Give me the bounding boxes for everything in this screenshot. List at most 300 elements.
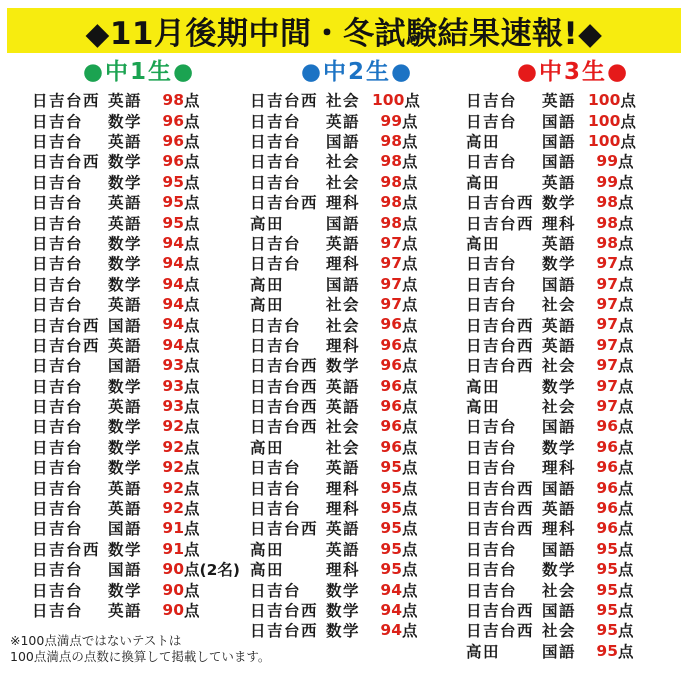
- school-name: 日吉台西: [466, 500, 535, 519]
- school-name: 日吉台西: [250, 92, 319, 111]
- result-row: [32, 253, 246, 273]
- result-row: [250, 131, 464, 151]
- score-value: 96: [380, 397, 402, 416]
- school-name: 日吉台西: [466, 214, 535, 233]
- score-unit: 点: [402, 194, 418, 213]
- score-value: 97: [380, 295, 402, 314]
- result-row: [466, 110, 680, 130]
- result-row: [32, 437, 246, 457]
- subject-name: 英語: [108, 398, 143, 417]
- score-value: 95: [380, 458, 402, 477]
- subject-name: 国語: [542, 601, 577, 620]
- score-unit: 点: [618, 622, 634, 641]
- subject-name: 数学: [108, 418, 143, 437]
- result-row: [466, 620, 680, 640]
- score-value: 95: [596, 539, 618, 558]
- school-name: 日吉台西: [466, 622, 535, 641]
- score-value: 96: [596, 478, 618, 497]
- subject-name: 英語: [542, 173, 577, 192]
- result-row: [250, 416, 464, 436]
- school-name: 日吉台西: [250, 601, 319, 620]
- result-row: [32, 477, 246, 497]
- score-value: 97: [596, 254, 618, 273]
- score-unit: 点: [184, 112, 200, 131]
- score-unit: 点: [402, 601, 418, 620]
- result-row: [466, 212, 680, 232]
- score-unit: 点: [402, 357, 418, 376]
- score-value: 98: [380, 172, 402, 191]
- result-row: [466, 151, 680, 171]
- score-unit: 点: [184, 520, 200, 539]
- school-name: 日吉台: [250, 316, 302, 335]
- score-unit: 点: [402, 173, 418, 192]
- subject-name: 理科: [326, 561, 361, 580]
- result-row: [32, 233, 246, 253]
- subject-name: 数学: [542, 377, 577, 396]
- score-value: 94: [162, 233, 184, 252]
- subject-name: 社会: [542, 296, 577, 315]
- score-value: 93: [162, 356, 184, 375]
- score-unit: 点: [620, 132, 636, 151]
- score-unit: 点: [402, 398, 418, 417]
- score-unit: 点: [618, 296, 634, 315]
- subject-name: 英語: [108, 479, 143, 498]
- result-row: [32, 600, 246, 620]
- result-row: [32, 90, 246, 110]
- score-unit: 点: [618, 194, 634, 213]
- subject-name: 英語: [542, 92, 577, 111]
- result-row: [250, 437, 464, 457]
- result-row: [250, 294, 464, 314]
- result-row: [466, 457, 680, 477]
- result-row: [466, 355, 680, 375]
- subject-name: 国語: [542, 132, 577, 151]
- school-name: 日吉台: [32, 112, 84, 131]
- result-row: [250, 620, 464, 640]
- score-value: 98: [596, 233, 618, 252]
- score-unit: 点: [618, 642, 634, 661]
- score-value: 97: [596, 397, 618, 416]
- subject-name: 国語: [108, 357, 143, 376]
- school-name: 日吉台: [250, 132, 302, 151]
- school-name: 日吉台西: [466, 357, 535, 376]
- subject-name: 数学: [326, 581, 361, 600]
- score-value: 90: [162, 600, 184, 619]
- result-row: [32, 172, 246, 192]
- result-row: [466, 335, 680, 355]
- score-unit: 点: [618, 275, 634, 294]
- result-row: [466, 416, 680, 436]
- result-row: [250, 335, 464, 355]
- school-name: 日吉台: [250, 479, 302, 498]
- school-name: 高田: [250, 561, 285, 580]
- score-unit: 点: [618, 234, 634, 253]
- subject-name: 数学: [108, 234, 143, 253]
- school-name: 日吉台: [466, 581, 518, 600]
- result-row: [466, 518, 680, 538]
- result-row: [466, 233, 680, 253]
- result-row: [466, 131, 680, 151]
- score-unit: 点: [184, 92, 200, 111]
- school-name: 高田: [466, 173, 501, 192]
- score-unit: 点: [618, 500, 634, 519]
- score-value: 94: [162, 295, 184, 314]
- school-name: 日吉台: [466, 92, 518, 111]
- school-name: 高田: [250, 275, 285, 294]
- score-value: 94: [380, 600, 402, 619]
- subject-name: 英語: [326, 520, 361, 539]
- school-name: 日吉台西: [466, 316, 535, 335]
- school-name: 日吉台: [32, 275, 84, 294]
- school-name: 日吉台: [466, 561, 518, 580]
- score-unit: 点: [620, 112, 636, 131]
- score-unit: 点: [184, 357, 200, 376]
- subject-name: 英語: [326, 398, 361, 417]
- school-name: 日吉台: [250, 112, 302, 131]
- school-name: 日吉台: [32, 601, 84, 620]
- score-note: (2名): [199, 561, 240, 580]
- school-name: 高田: [250, 296, 285, 315]
- subject-name: 英語: [542, 500, 577, 519]
- result-row: [466, 192, 680, 212]
- score-unit: 点: [402, 316, 418, 335]
- score-unit: 点: [618, 214, 634, 233]
- result-row: [32, 559, 246, 579]
- result-row: [250, 274, 464, 294]
- school-name: 高田: [466, 377, 501, 396]
- score-value: 97: [380, 254, 402, 273]
- subject-name: 数学: [108, 275, 143, 294]
- score-unit: 点: [402, 377, 418, 396]
- score-unit: 点: [402, 153, 418, 172]
- subject-name: 英語: [326, 377, 361, 396]
- score-value: 99: [596, 172, 618, 191]
- score-unit: 点: [184, 153, 200, 172]
- school-name: 日吉台西: [466, 601, 535, 620]
- score-value: 97: [596, 315, 618, 334]
- score-value: 95: [596, 600, 618, 619]
- footnote-line-2: 100点満点の点数に換算して掲載しています。: [10, 649, 271, 664]
- result-row: [32, 335, 246, 355]
- score-unit: 点: [402, 275, 418, 294]
- subject-name: 英語: [108, 132, 143, 151]
- score-value: 97: [380, 233, 402, 252]
- score-unit: 点: [184, 234, 200, 253]
- school-name: 日吉台: [32, 214, 84, 233]
- score-unit: 点: [404, 92, 420, 111]
- score-unit: 点: [402, 438, 418, 457]
- result-row: [32, 498, 246, 518]
- school-name: 日吉台: [466, 459, 518, 478]
- score-unit: 点: [184, 418, 200, 437]
- result-row: [250, 539, 464, 559]
- school-name: 日吉台西: [32, 540, 101, 559]
- subject-name: 英語: [542, 234, 577, 253]
- score-unit: 点: [184, 561, 200, 580]
- result-row: [466, 294, 680, 314]
- score-value: 96: [380, 315, 402, 334]
- school-name: 日吉台: [466, 112, 518, 131]
- score-value: 95: [162, 193, 184, 212]
- score-unit: 点: [618, 459, 634, 478]
- result-row: [32, 416, 246, 436]
- score-value: 99: [596, 152, 618, 171]
- subject-name: 社会: [542, 581, 577, 600]
- subject-name: 数学: [108, 173, 143, 192]
- subject-name: 社会: [326, 173, 361, 192]
- school-name: 日吉台: [32, 398, 84, 417]
- subject-name: 数学: [108, 581, 143, 600]
- footnote: [10, 633, 270, 665]
- subject-name: 国語: [326, 132, 361, 151]
- score-unit: 点: [184, 540, 200, 559]
- score-unit: 点: [184, 601, 200, 620]
- score-value: 98: [596, 193, 618, 212]
- score-unit: 点: [402, 479, 418, 498]
- school-name: 日吉台西: [466, 194, 535, 213]
- school-name: 日吉台: [250, 173, 302, 192]
- subject-name: 国語: [108, 520, 143, 539]
- score-value: 97: [596, 376, 618, 395]
- score-value: 97: [596, 295, 618, 314]
- school-name: 日吉台: [32, 479, 84, 498]
- result-row: [466, 274, 680, 294]
- school-name: 日吉台西: [32, 153, 101, 172]
- page-title: ◆11月後期中間・冬試験結果速報!◆: [85, 16, 603, 52]
- score-value: 92: [162, 458, 184, 477]
- school-name: 高田: [466, 398, 501, 417]
- subject-name: 社会: [326, 418, 361, 437]
- grade3-header: ●中3生●: [516, 59, 630, 85]
- grade1-column: [32, 56, 246, 620]
- school-name: 高田: [250, 540, 285, 559]
- score-unit: 点: [618, 540, 634, 559]
- score-unit: 点: [402, 622, 418, 641]
- score-value: 92: [162, 417, 184, 436]
- score-value: 98: [596, 213, 618, 232]
- result-row: [250, 396, 464, 416]
- result-row: [466, 579, 680, 599]
- result-row: [32, 457, 246, 477]
- subject-name: 数学: [542, 438, 577, 457]
- result-row: [250, 559, 464, 579]
- subject-name: 社会: [542, 398, 577, 417]
- score-unit: 点: [402, 296, 418, 315]
- grade3-column: [466, 56, 680, 661]
- result-row: [32, 579, 246, 599]
- score-value: 100: [588, 131, 621, 150]
- score-value: 93: [162, 397, 184, 416]
- score-unit: 点: [184, 214, 200, 233]
- school-name: 日吉台: [466, 438, 518, 457]
- school-name: 日吉台: [32, 255, 84, 274]
- grade3-results-list: [466, 90, 680, 661]
- score-value: 96: [380, 335, 402, 354]
- score-value: 95: [380, 478, 402, 497]
- score-unit: 点: [618, 173, 634, 192]
- result-row: [250, 579, 464, 599]
- subject-name: 国語: [326, 214, 361, 233]
- subject-name: 国語: [108, 316, 143, 335]
- result-row: [466, 437, 680, 457]
- subject-name: 数学: [108, 377, 143, 396]
- school-name: 日吉台西: [32, 336, 101, 355]
- score-value: 98: [380, 152, 402, 171]
- score-unit: 点: [618, 336, 634, 355]
- result-row: [32, 212, 246, 232]
- score-unit: 点: [618, 520, 634, 539]
- result-row: [250, 518, 464, 538]
- score-value: 92: [162, 478, 184, 497]
- subject-name: 英語: [326, 112, 361, 131]
- school-name: 日吉台: [32, 500, 84, 519]
- result-row: [250, 600, 464, 620]
- result-row: [466, 314, 680, 334]
- subject-name: 国語: [542, 540, 577, 559]
- subject-name: 国語: [326, 275, 361, 294]
- score-unit: 点: [402, 500, 418, 519]
- subject-name: 数学: [108, 153, 143, 172]
- result-row: [32, 192, 246, 212]
- score-unit: 点: [402, 336, 418, 355]
- result-row: [250, 498, 464, 518]
- score-value: 96: [596, 519, 618, 538]
- score-unit: 点: [618, 418, 634, 437]
- school-name: 日吉台: [32, 438, 84, 457]
- school-name: 日吉台西: [250, 622, 319, 641]
- school-name: 日吉台: [32, 459, 84, 478]
- score-unit: 点: [618, 601, 634, 620]
- result-row: [32, 375, 246, 395]
- school-name: 日吉台: [32, 561, 84, 580]
- result-row: [466, 477, 680, 497]
- subject-name: 社会: [542, 622, 577, 641]
- subject-name: 英語: [108, 601, 143, 620]
- school-name: 日吉台: [32, 520, 84, 539]
- result-row: [250, 253, 464, 273]
- score-unit: 点: [184, 479, 200, 498]
- subject-name: 数学: [542, 561, 577, 580]
- score-value: 96: [596, 458, 618, 477]
- school-name: 日吉台: [32, 377, 84, 396]
- score-value: 98: [380, 213, 402, 232]
- school-name: 日吉台: [466, 540, 518, 559]
- school-name: 日吉台: [466, 255, 518, 274]
- grade2-header: ●中2生●: [300, 59, 414, 85]
- school-name: 日吉台: [250, 255, 302, 274]
- subject-name: 国語: [542, 275, 577, 294]
- result-row: [250, 90, 464, 110]
- score-unit: 点: [184, 377, 200, 396]
- score-unit: 点: [184, 296, 200, 315]
- score-unit: 点: [184, 194, 200, 213]
- school-name: 日吉台: [250, 153, 302, 172]
- subject-name: 英語: [326, 459, 361, 478]
- score-unit: 点: [184, 275, 200, 294]
- score-unit: 点: [402, 581, 418, 600]
- subject-name: 英語: [108, 92, 143, 111]
- score-value: 95: [596, 580, 618, 599]
- score-value: 95: [162, 213, 184, 232]
- result-row: [250, 192, 464, 212]
- score-unit: 点: [184, 500, 200, 519]
- subject-name: 数学: [542, 255, 577, 274]
- score-value: 95: [380, 499, 402, 517]
- subject-name: 理科: [326, 255, 361, 274]
- score-unit: 点: [618, 357, 634, 376]
- score-unit: 点: [618, 398, 634, 417]
- score-unit: 点: [618, 561, 634, 580]
- school-name: 高田: [466, 132, 501, 151]
- result-row: [32, 151, 246, 171]
- score-unit: 点: [184, 132, 200, 151]
- score-value: 95: [162, 172, 184, 191]
- subject-name: 数学: [108, 459, 143, 478]
- result-row: [250, 151, 464, 171]
- subject-name: 数学: [326, 622, 361, 641]
- school-name: 日吉台: [466, 296, 518, 315]
- score-unit: 点: [402, 520, 418, 539]
- score-value: 92: [162, 437, 184, 456]
- school-name: 日吉台: [32, 234, 84, 253]
- result-row: [250, 477, 464, 497]
- score-value: 95: [596, 560, 618, 579]
- score-value: 98: [162, 91, 184, 110]
- score-unit: 点: [618, 255, 634, 274]
- result-row: [250, 212, 464, 232]
- school-name: 日吉台: [250, 459, 302, 478]
- score-unit: 点: [402, 459, 418, 478]
- score-value: 98: [380, 131, 402, 150]
- result-row: [466, 539, 680, 559]
- school-name: 日吉台: [466, 275, 518, 294]
- score-unit: 点: [184, 316, 200, 335]
- subject-name: 英語: [326, 540, 361, 559]
- score-unit: 点: [184, 459, 200, 478]
- subject-name: 英語: [108, 214, 143, 233]
- subject-name: 理科: [326, 500, 361, 519]
- score-value: 100: [588, 91, 621, 110]
- score-value: 90: [162, 580, 184, 599]
- school-name: 日吉台: [250, 581, 302, 600]
- score-value: 96: [380, 356, 402, 375]
- score-value: 99: [380, 111, 402, 130]
- score-value: 97: [596, 356, 618, 375]
- subject-name: 社会: [326, 296, 361, 315]
- subject-name: 英語: [326, 234, 361, 253]
- result-row: [250, 233, 464, 253]
- result-row: [466, 375, 680, 395]
- subject-name: 数学: [108, 112, 143, 131]
- school-name: 日吉台: [250, 336, 302, 355]
- score-unit: 点: [184, 438, 200, 457]
- subject-name: 国語: [108, 561, 143, 580]
- score-value: 100: [372, 91, 405, 110]
- school-name: 日吉台西: [250, 398, 319, 417]
- score-value: 95: [380, 560, 402, 579]
- result-row: [466, 253, 680, 273]
- score-unit: 点: [402, 132, 418, 151]
- subject-name: 数学: [108, 255, 143, 274]
- score-value: 93: [162, 376, 184, 395]
- school-name: 日吉台西: [466, 520, 535, 539]
- result-row: [466, 559, 680, 579]
- subject-name: 英語: [108, 296, 143, 315]
- score-value: 97: [596, 274, 618, 293]
- school-name: 日吉台: [250, 500, 302, 519]
- subject-name: 国語: [542, 112, 577, 131]
- score-unit: 点: [618, 581, 634, 600]
